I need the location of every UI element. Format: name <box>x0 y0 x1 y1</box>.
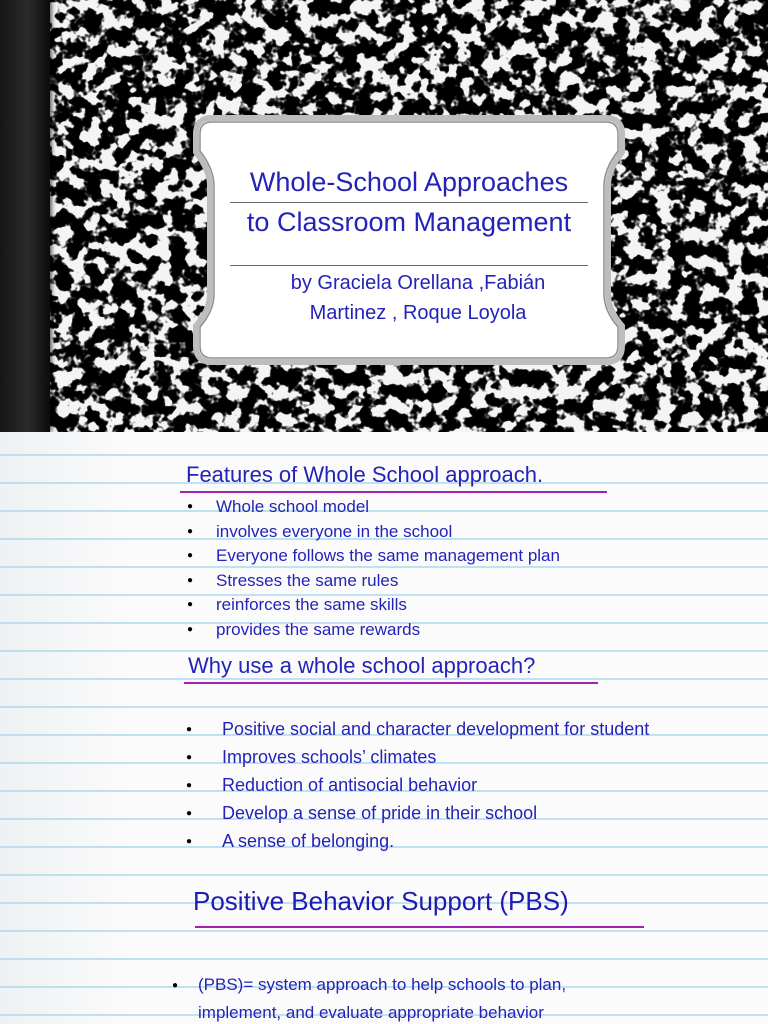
pbs-heading-underline <box>195 926 644 928</box>
list-item: ● Develop a sense of pride in their school <box>222 799 649 827</box>
bullet-icon: ● <box>172 980 179 991</box>
why-heading: Why use a whole school approach? <box>188 653 536 678</box>
list-item: ● A sense of belonging. <box>222 827 649 855</box>
cover-authors-line-2: Martinez , Roque Loyola <box>309 302 527 324</box>
cover-title-line-1: Whole-School Approaches <box>249 167 569 197</box>
cover-authors <box>220 268 616 328</box>
pbs-definition-line-2: implement, and evaluate appropriate behavior <box>198 1003 544 1022</box>
label-rule-upper <box>230 202 588 203</box>
list-item: ● provides the same rewards <box>216 618 560 643</box>
list-item: ● Reduction of antisocial behavior <box>222 771 649 799</box>
pbs-heading: Positive Behavior Support (PBS) <box>193 886 569 916</box>
pbs-definition-line-1: (PBS)= system approach to help schools to plan, <box>198 975 567 994</box>
pbs-definition <box>198 971 668 1024</box>
list-item: ● involves everyone in the school <box>216 520 560 545</box>
notes-slide <box>0 432 768 1024</box>
features-heading: Features of Whole School approach. <box>186 462 544 487</box>
paper-margin <box>0 432 130 1024</box>
list-item: ● Everyone follows the same management plan <box>216 544 560 569</box>
label-rule-lower <box>230 265 588 266</box>
list-item: ● reinforces the same skills <box>216 593 560 618</box>
cover-title-line-2: to Classroom Management <box>246 207 572 237</box>
cover-authors-line-1: by Graciela Orellana ,Fabián <box>290 272 546 294</box>
features-heading-underline <box>180 491 607 493</box>
notebook-spine <box>0 0 50 432</box>
features-list <box>216 495 560 642</box>
list-item: ● Whole school model <box>216 495 560 520</box>
list-item: ● Positive social and character development for student <box>222 715 649 743</box>
why-heading-underline <box>184 682 598 684</box>
list-item: ● Improves schools’ climates <box>222 743 649 771</box>
cover-label <box>190 112 628 368</box>
list-item: ● Stresses the same rules <box>216 569 560 594</box>
cover-slide <box>0 0 768 432</box>
reasons-list <box>222 715 649 855</box>
